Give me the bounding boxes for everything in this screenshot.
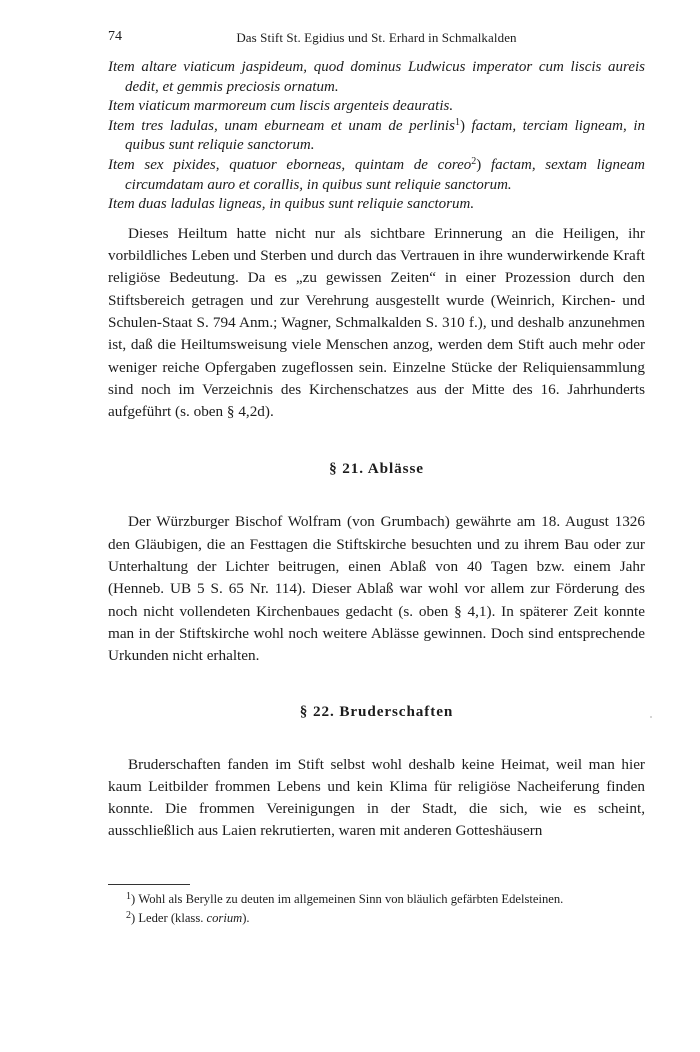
inventory-item	[108, 117, 645, 156]
footnote-text: ).	[242, 911, 250, 926]
section-heading: § 22. Bruderschaften	[299, 702, 454, 720]
footnote-latin-term: corium	[206, 911, 243, 926]
latin-inventory-list	[108, 58, 645, 215]
body-paragraph: Dieses Heiltum hatte nicht nur als sichtbare Erinnerung an die Heiligen, ihr vorbildliches Leben und Sterben und durch das Vertrauen in ihre wunderwirkende Kraft religiöse Bedeutung. Da es „zu gewissen Zeiten“ in einer Prozession durch den Stiftsbereich getragen und zur Verehrung ausgestellt wurde (Weinrich, Kirchen- und Schulen-Staat S. 794 Anm.; Wagner, Schmalkalden S. 310 f.), und deshalb anzunehmen ist, daß die Heiltumsweisung viele Menschen anzog, werden dem Stift auch mehr oder weniger reiche Opfergaben zugeflossen sein. Einzelne Stücke der Reliquiensammlung sind noch im Verzeichnis des Kirchenschatzes aus der Mitte des 16. Jahrhunderts aufgeführt (s. oben § 4,2d).	[108, 224, 645, 421]
footnote: $^2$) Leder (klass. corium).	[126, 910, 250, 926]
inventory-item-text: factam, sextam ligneam circumdatam auro et corallis, in quibus sunt reliquie sanctorum.	[125, 156, 645, 193]
scan-speck	[650, 716, 652, 718]
inventory-item	[108, 156, 645, 195]
section-heading: § 21. Ablässe	[329, 460, 424, 478]
footnote-text: Leder (klass.	[138, 911, 207, 926]
footnote-marker: 1	[454, 116, 460, 128]
footnote-reference[interactable]: $^1$)	[454, 116, 465, 134]
inventory-item: Item viaticum marmoreum cum liscis argenteis deauratis.	[108, 98, 454, 115]
inventory-item: Item duas ladulas ligneas, in quibus sunt reliquie sanctorum.	[108, 196, 475, 213]
footnote-number: 1	[126, 890, 131, 902]
footnote-number: 2	[126, 910, 131, 922]
running-title: Das Stift St. Egidius und St. Erhard in Schmalkalden	[236, 30, 517, 45]
body-paragraph: Bruderschaften fanden im Stift selbst wohl deshalb keine Heimat, weil man hier kaum Leitbilder frommen Lebens und kein Klima für religiöse Nacheiferung finden konnte. Die frommen Vereinigungen in der Stadt, die sich, wie es scheint, ausschließlich aus Laien rekrutierten, waren mit anderen Gotteshäusern	[108, 755, 645, 840]
footnote-separator	[108, 884, 190, 885]
inventory-item-text: Item tres ladulas, unam eburneam et unam de perlinis	[108, 117, 455, 134]
footnote: $^1$) Wohl als Berylle zu deuten im allgemeinen Sinn von bläulich gefärbten Edelsteinen.	[126, 890, 564, 906]
page-number: 74	[108, 29, 122, 44]
inventory-item-text: Item sex pixides, quatuor eborneas, quintam de coreo	[108, 156, 472, 173]
book-page	[108, 28, 645, 926]
running-head	[108, 28, 645, 50]
footnote-text: Wohl als Berylle zu deuten im allgemeinen Sinn von bläulich gefärbten Edelsteinen.	[138, 892, 564, 906]
inventory-item: Item altare viaticum jaspideum, quod dominus Ludwicus imperator cum liscis aureis dedit, et gemmis preciosis ornatum.	[108, 59, 645, 95]
footnote-marker: 2	[471, 155, 477, 167]
footnote-reference[interactable]: $^2$)	[471, 155, 482, 173]
footnotes	[108, 890, 645, 928]
body-paragraph: Der Würzburger Bischof Wolfram (von Grumbach) gewährte am 18. August 1326 den Gläubigen, die an Festtagen die Stiftskirche besuchten und zu ihrem Bau oder zur Unterhaltung der Lichter beitrugen, einen Ablaß von 40 Tagen bzw. einem Jahr (Henneb. UB 5 S. 65 Nr. 114). Dieser Ablaß war wohl vor allem zur Förderung des noch nicht vollendeten Kirchenbaues gedacht (s. oben § 4,1). In späterer Zeit konnte man in der Stiftskirche wohl noch weitere Ablässe gewinnen. Doch sind entsprechende Urkunden nicht erhalten.	[108, 513, 645, 665]
inventory-item-text: factam, terciam ligneam, in quibus sunt reliquie sanctorum.	[125, 117, 645, 154]
